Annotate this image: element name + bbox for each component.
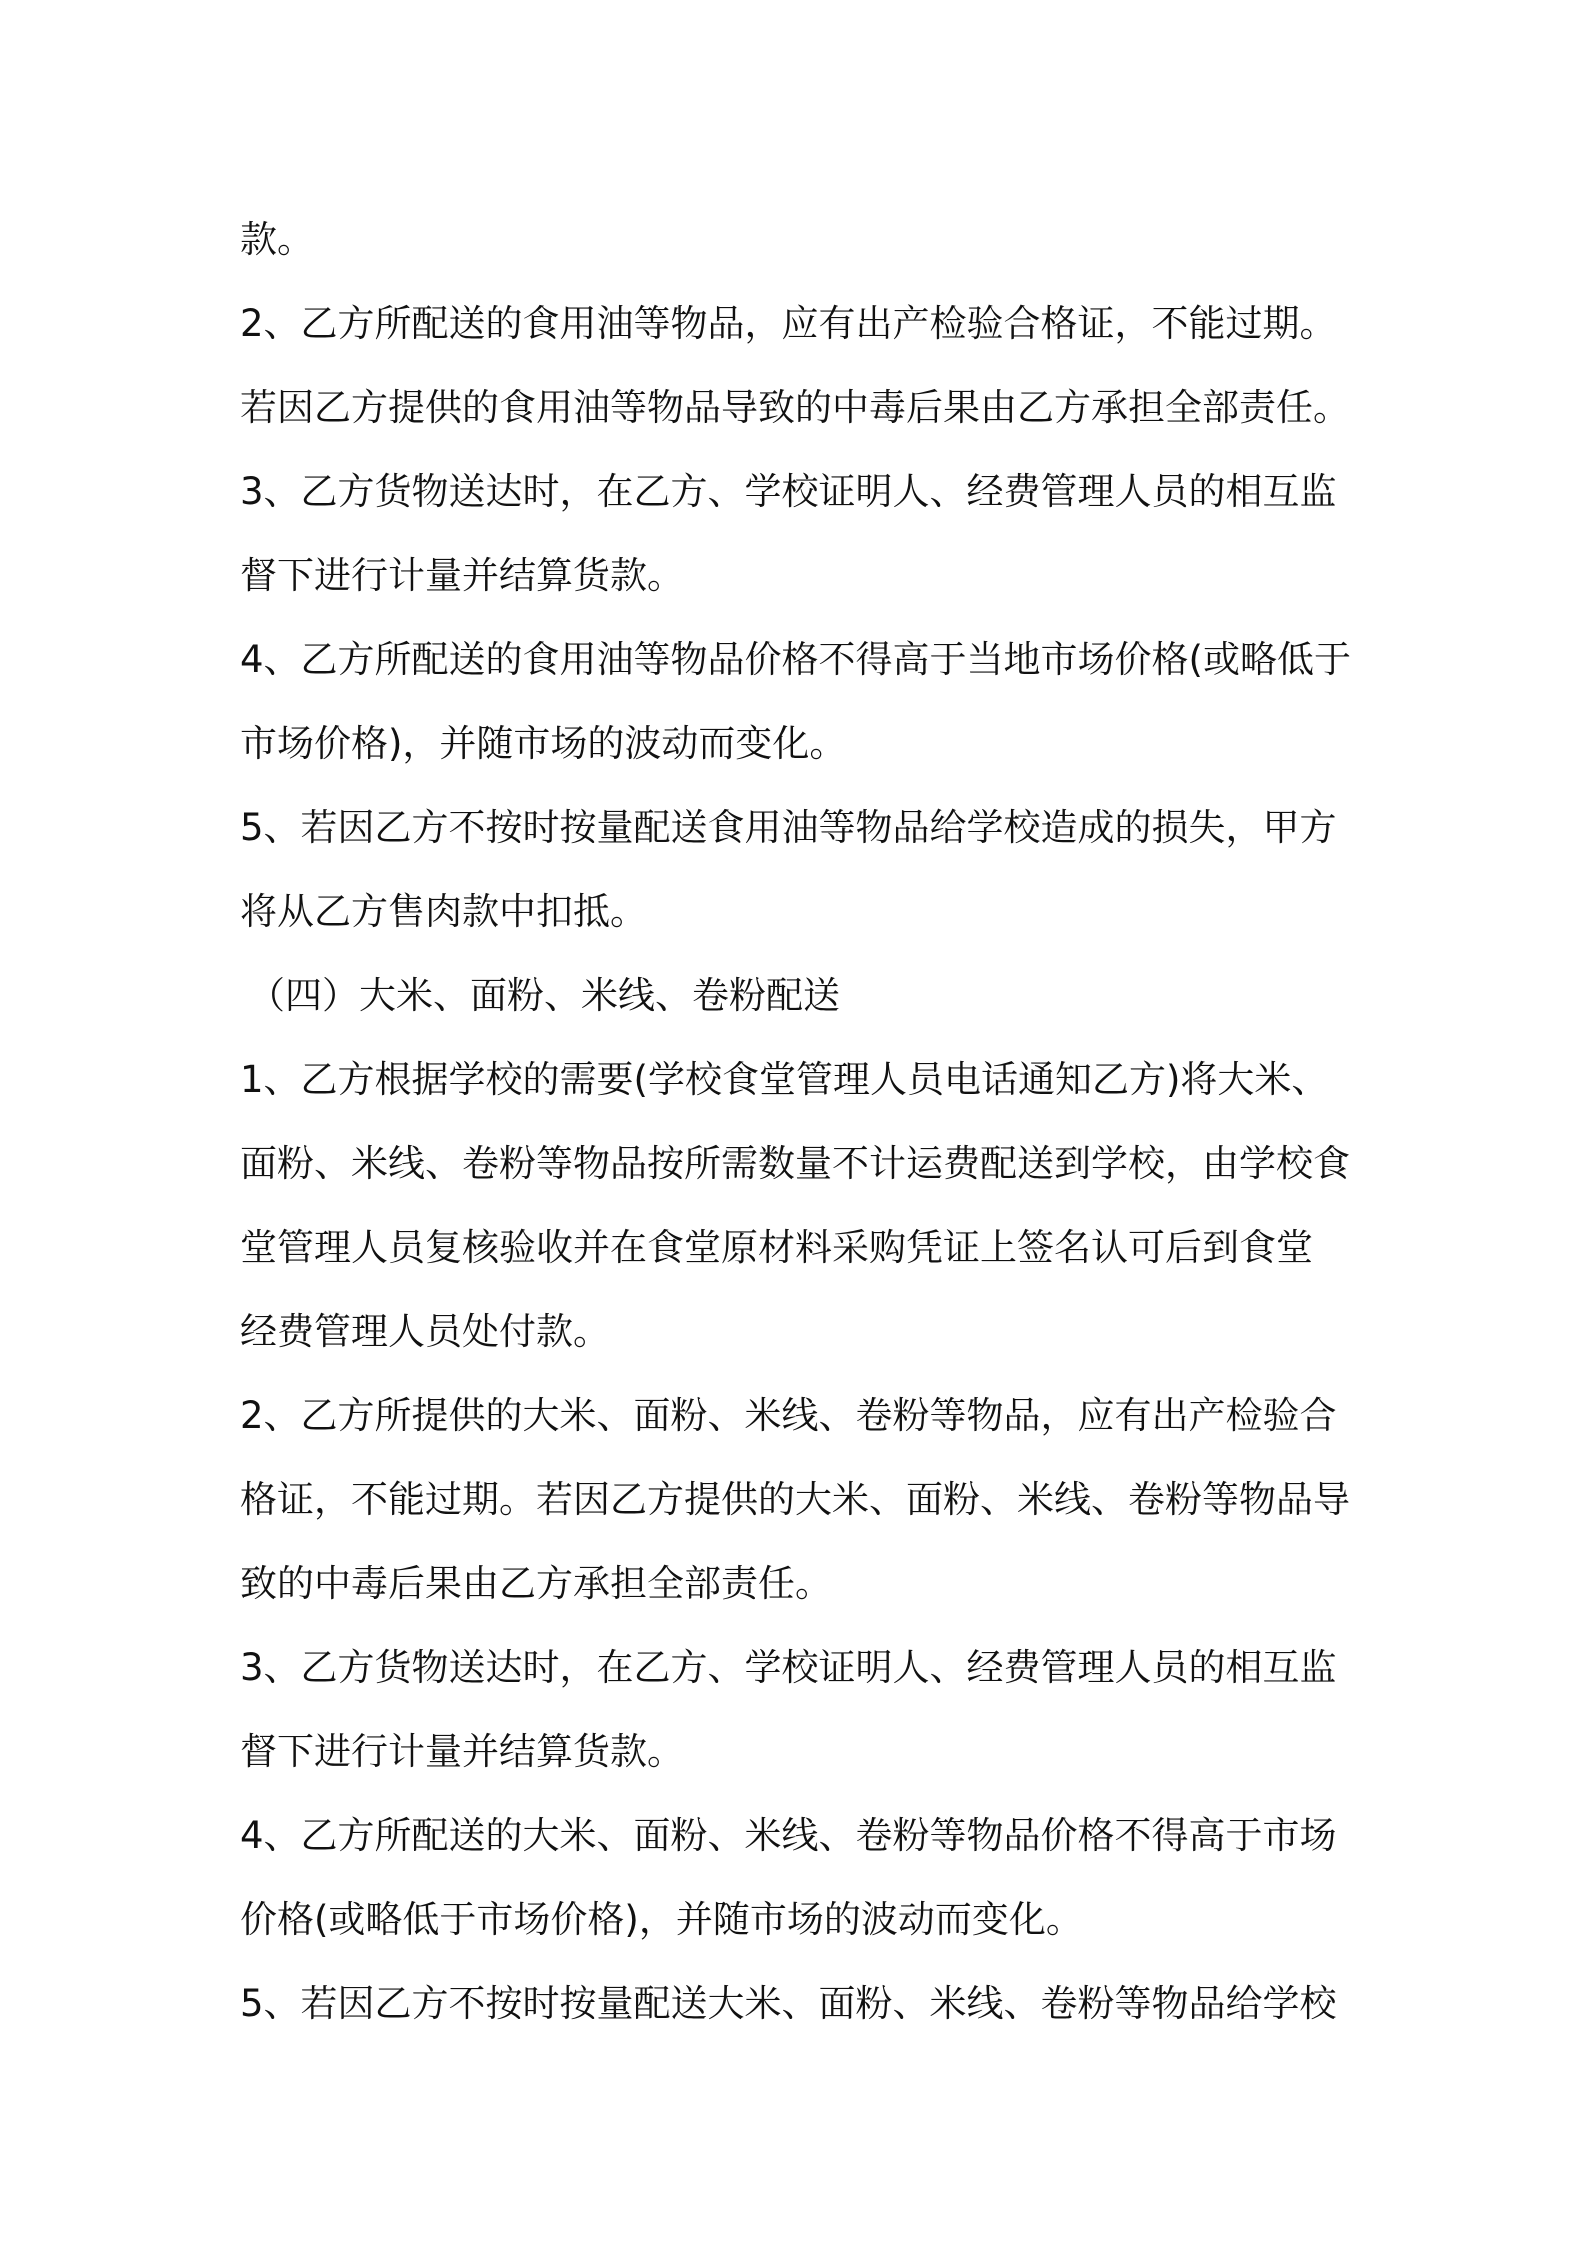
text-line: 款。: [240, 218, 314, 261]
text-line: 1、乙方根据学校的需要(学校食堂管理人员电话通知乙方)将大米、: [240, 1058, 1329, 1101]
text-line: 5、若因乙方不按时按量配送食用油等物品给学校造成的损失，甲方: [240, 806, 1337, 849]
text-line: 价格(或略低于市场价格)，并随市场的波动而变化。: [240, 1898, 1083, 1941]
text-line: 督下进行计量并结算货款。: [240, 1730, 684, 1773]
text-line: 致的中毒后果由乙方承担全部责任。: [240, 1562, 832, 1605]
text-line: 市场价格)，并随市场的波动而变化。: [240, 722, 847, 765]
text-line: 4、乙方所配送的大米、面粉、米线、卷粉等物品价格不得高于市场: [240, 1814, 1337, 1857]
text-line: 2、乙方所提供的大米、面粉、米线、卷粉等物品，应有出产检验合: [240, 1394, 1337, 1437]
text-line: 堂管理人员复核验收并在食堂原材料采购凭证上签名认可后到食堂: [240, 1226, 1313, 1269]
text-line: 3、乙方货物送达时，在乙方、学校证明人、经费管理人员的相互监: [240, 1646, 1337, 1689]
text-line: 2、乙方所配送的食用油等物品，应有出产检验合格证，不能过期。: [240, 302, 1337, 345]
text-line: 督下进行计量并结算货款。: [240, 554, 684, 597]
text-line: 3、乙方货物送达时，在乙方、学校证明人、经费管理人员的相互监: [240, 470, 1337, 513]
text-line: 若因乙方提供的食用油等物品导致的中毒后果由乙方承担全部责任。: [240, 386, 1350, 429]
document-body: [240, 198, 1360, 2046]
text-line: 将从乙方售肉款中扣抵。: [240, 890, 647, 933]
text-line: 4、乙方所配送的食用油等物品价格不得高于当地市场价格(或略低于: [240, 638, 1351, 681]
text-line: 格证，不能过期。若因乙方提供的大米、面粉、米线、卷粉等物品导: [240, 1478, 1350, 1521]
text-line: 面粉、米线、卷粉等物品按所需数量不计运费配送到学校，由学校食: [240, 1142, 1350, 1185]
text-line: 经费管理人员处付款。: [240, 1310, 610, 1353]
text-line: 5、若因乙方不按时按量配送大米、面粉、米线、卷粉等物品给学校: [240, 1982, 1337, 2025]
section-heading: （四）大米、面粉、米线、卷粉配送: [248, 974, 840, 1017]
